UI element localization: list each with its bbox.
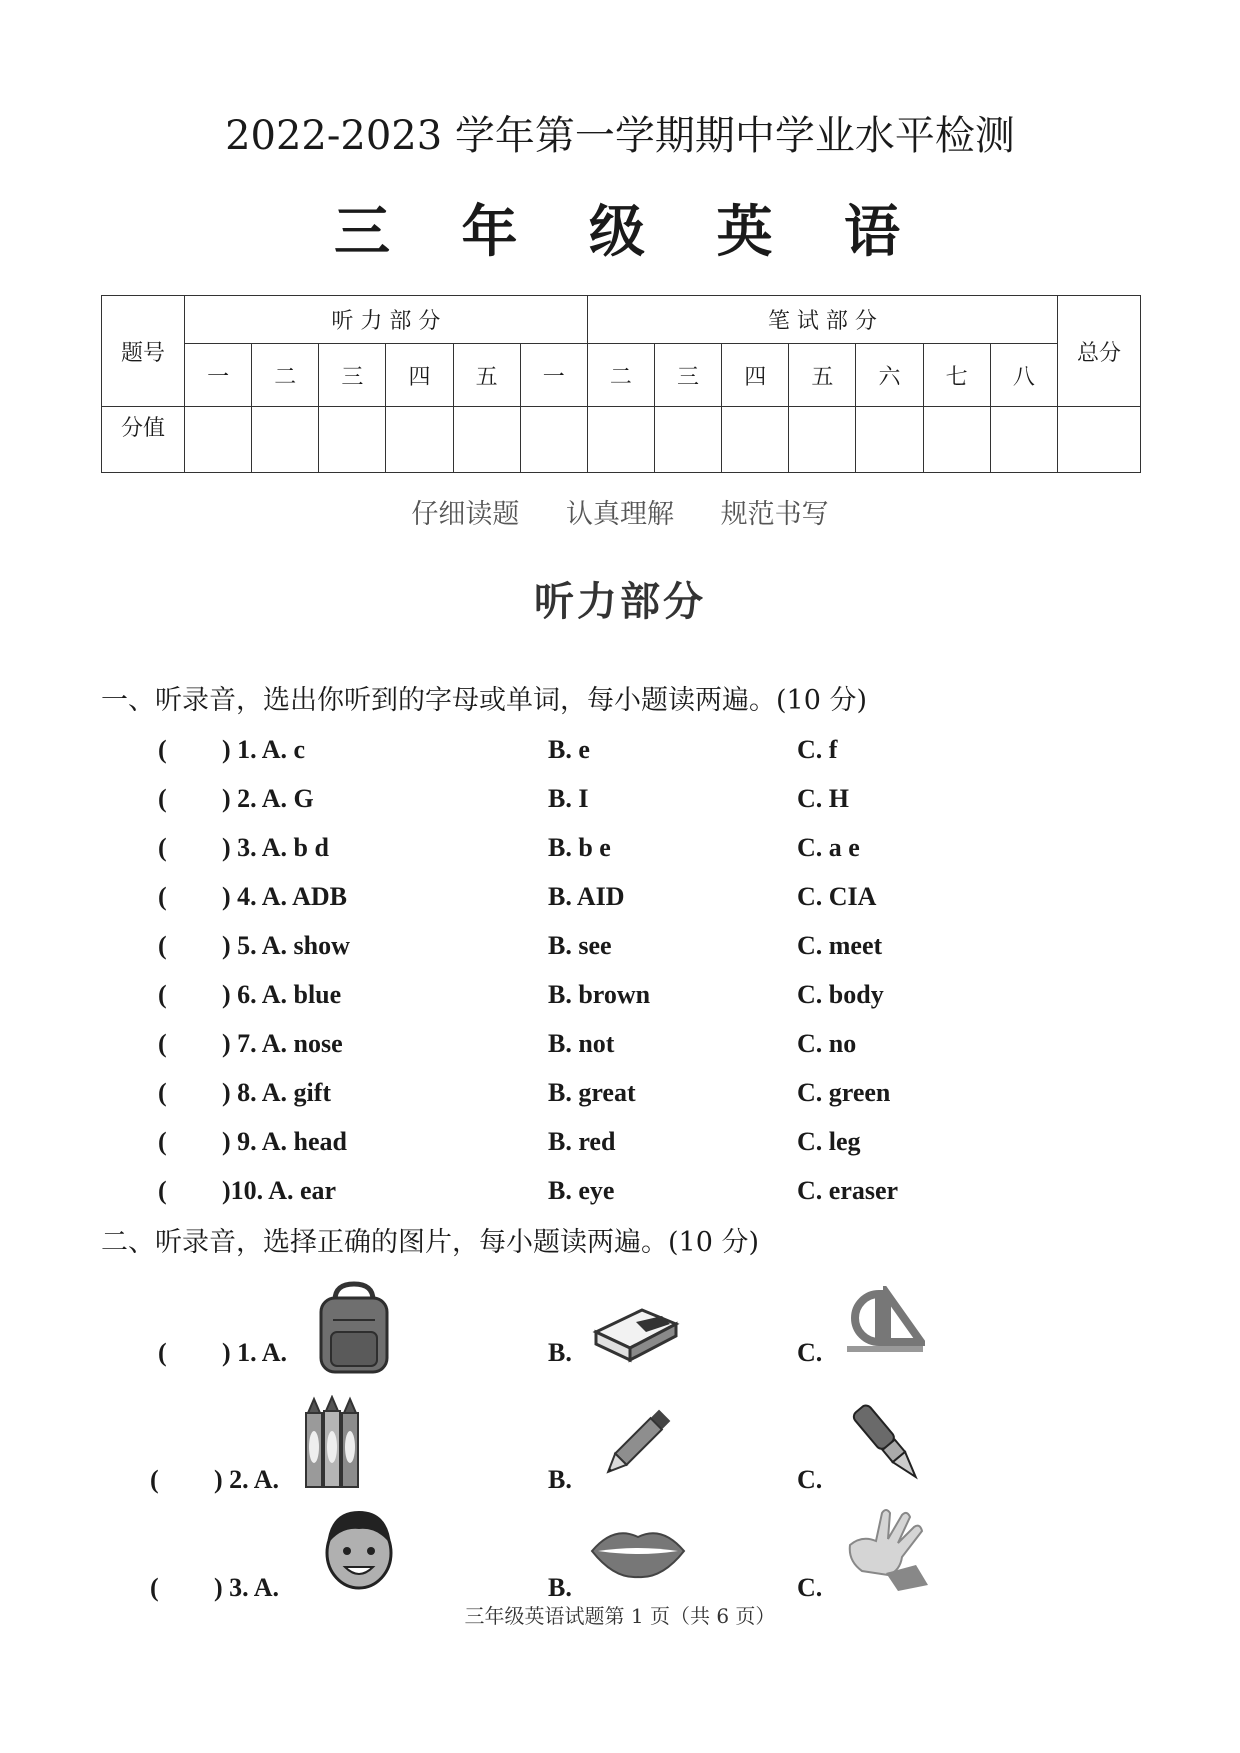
- option-a: ) 4. A. ADB: [222, 882, 347, 911]
- set-square-icon: [845, 1286, 925, 1356]
- writing-col: 八: [990, 344, 1057, 407]
- listening-col: 五: [453, 344, 520, 407]
- option-a-label: ) 2. A.: [214, 1465, 279, 1494]
- fountain-pen-icon: [848, 1403, 928, 1485]
- crayons-icon: [300, 1395, 372, 1491]
- writing-col: 七: [923, 344, 990, 407]
- option-c: C. green: [797, 1078, 891, 1107]
- option-c-label: C.: [797, 1573, 823, 1602]
- answer-paren[interactable]: (: [158, 735, 167, 764]
- section-title: 听力部分: [534, 579, 706, 625]
- option-b: B. see: [548, 931, 612, 960]
- option-a: ) 5. A. show: [222, 931, 350, 960]
- option-b: B. great: [548, 1078, 636, 1107]
- listening-col: 三: [319, 344, 386, 407]
- listening-header: 听 力 部 分: [185, 296, 588, 344]
- option-a-label: ) 3. A.: [214, 1573, 279, 1602]
- score-cell[interactable]: [789, 407, 856, 473]
- writing-col: 四: [722, 344, 789, 407]
- score-cell[interactable]: [386, 407, 453, 473]
- exam-subtitle: 三 年 级 英 语: [334, 200, 926, 265]
- option-c: C. CIA: [797, 882, 877, 911]
- option-b: B. not: [548, 1029, 615, 1058]
- listening-col: 一: [185, 344, 252, 407]
- score-cell[interactable]: [654, 407, 721, 473]
- page-footer: 三年级英语试题第 1 页（共 6 页）: [464, 1604, 776, 1628]
- score-cell[interactable]: [319, 407, 386, 473]
- listening-col: 四: [386, 344, 453, 407]
- score-cell[interactable]: [252, 407, 319, 473]
- writing-header: 笔 试 部 分: [587, 296, 1057, 344]
- exam-title: 2022-2023 学年第一学期期中学业水平检测: [225, 113, 1015, 159]
- score-cell[interactable]: [856, 407, 923, 473]
- picture-question-row: [0, 1505, 1240, 1600]
- writing-col: 二: [587, 344, 654, 407]
- motto-item: 仔细读题: [411, 499, 520, 530]
- option-c-label: C.: [797, 1465, 823, 1494]
- answer-paren[interactable]: (: [150, 1573, 159, 1602]
- question-1-heading: 一、听录音，选出你听到的字母或单词，每小题读两遍。(10 分): [101, 685, 868, 716]
- answer-paren[interactable]: (: [158, 882, 167, 911]
- motto-item: 规范书写: [720, 499, 829, 530]
- option-b: B. e: [548, 735, 590, 764]
- option-c: C. body: [797, 980, 884, 1009]
- option-b: B. red: [548, 1127, 616, 1156]
- option-a: ) 8. A. gift: [222, 1078, 332, 1107]
- option-a: ) 6. A. blue: [222, 980, 342, 1009]
- writing-col: 五: [789, 344, 856, 407]
- picture-question-row: [0, 1395, 1240, 1500]
- score-cell[interactable]: [990, 407, 1057, 473]
- hand-icon: [842, 1505, 932, 1591]
- answer-paren[interactable]: (: [158, 1029, 167, 1058]
- answer-paren[interactable]: (: [158, 1078, 167, 1107]
- option-c: C. leg: [797, 1127, 861, 1156]
- option-a: ) 9. A. head: [222, 1127, 347, 1156]
- answer-paren[interactable]: (: [158, 784, 167, 813]
- question-row: [0, 1029, 1240, 1069]
- answer-paren[interactable]: (: [150, 1465, 159, 1494]
- option-c: C. a e: [797, 833, 860, 862]
- answer-paren[interactable]: (: [158, 1338, 167, 1367]
- total-header: 总分: [1058, 296, 1141, 407]
- question-row: [0, 931, 1240, 971]
- writing-col: 三: [654, 344, 721, 407]
- question-row: [0, 735, 1240, 775]
- option-b: B. brown: [548, 980, 651, 1009]
- option-b: B. I: [548, 784, 589, 813]
- option-c-label: C.: [797, 1338, 823, 1367]
- option-c: C. meet: [797, 931, 883, 960]
- answer-paren[interactable]: (: [158, 833, 167, 862]
- option-a-label: ) 1. A.: [222, 1338, 287, 1367]
- answer-paren[interactable]: (: [158, 980, 167, 1009]
- score-cell[interactable]: [185, 407, 252, 473]
- option-c: C. f: [797, 735, 838, 764]
- option-a: ) 1. A. c: [222, 735, 306, 764]
- question-2-heading: 二、听录音，选择正确的图片，每小题读两遍。(10 分): [101, 1227, 760, 1258]
- score-cell[interactable]: [453, 407, 520, 473]
- pencil-icon: [595, 1405, 675, 1485]
- boy-face-icon: [318, 1505, 400, 1591]
- answer-paren[interactable]: (: [158, 1127, 167, 1156]
- writing-col: 一: [520, 344, 587, 407]
- option-c: C. H: [797, 784, 849, 813]
- question-row: [0, 1176, 1240, 1216]
- score-cell[interactable]: [520, 407, 587, 473]
- question-row: [0, 1127, 1240, 1167]
- option-b-label: B.: [548, 1573, 572, 1602]
- option-a: ) 3. A. b d: [222, 833, 329, 862]
- motto-item: 认真理解: [566, 499, 674, 530]
- writing-col: 六: [856, 344, 923, 407]
- score-table: [101, 295, 1141, 473]
- listening-col: 二: [252, 344, 319, 407]
- score-cell[interactable]: [587, 407, 654, 473]
- question-row: [0, 980, 1240, 1020]
- question-row: [0, 882, 1240, 922]
- option-b: B. eye: [548, 1176, 615, 1205]
- answer-paren[interactable]: (: [158, 931, 167, 960]
- option-b-label: B.: [548, 1338, 572, 1367]
- motto: [0, 492, 1240, 531]
- option-c: C. no: [797, 1029, 857, 1058]
- option-b-label: B.: [548, 1465, 572, 1494]
- score-cell[interactable]: [722, 407, 789, 473]
- option-a: ) 2. A. G: [222, 784, 314, 813]
- option-a: ) 7. A. nose: [222, 1029, 343, 1058]
- question-row: [0, 784, 1240, 824]
- row-label-question-no: 题号: [102, 296, 185, 407]
- option-b: B. AID: [548, 882, 625, 911]
- row-label-score: 分值: [102, 407, 185, 473]
- picture-question-row: [0, 1280, 1240, 1390]
- answer-paren[interactable]: (: [158, 1176, 167, 1205]
- mouth-icon: [588, 1523, 688, 1581]
- question-row: [0, 1078, 1240, 1118]
- backpack-icon: [313, 1280, 395, 1376]
- score-cell[interactable]: [923, 407, 990, 473]
- option-b: B. b e: [548, 833, 611, 862]
- question-row: [0, 833, 1240, 873]
- total-score-cell[interactable]: [1058, 407, 1141, 473]
- option-a: )10. A. ear: [222, 1176, 337, 1205]
- option-c: C. eraser: [797, 1176, 899, 1205]
- eraser-icon: [590, 1302, 682, 1364]
